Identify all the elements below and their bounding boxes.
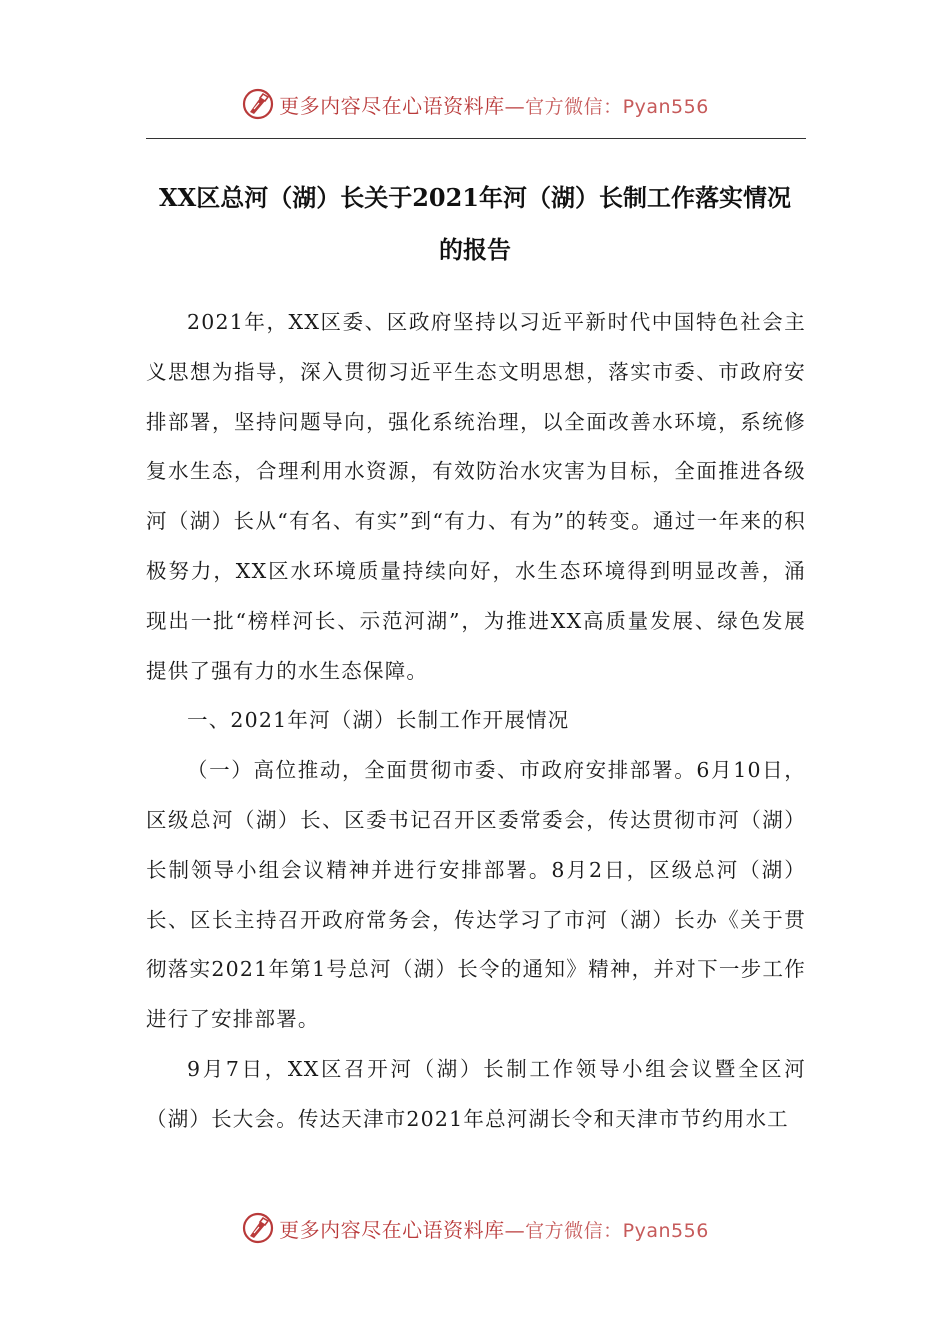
banner-text	[279, 1214, 709, 1243]
banner-dash: —	[504, 93, 526, 118]
paragraph-subsection-1: （一）高位推动，全面贯彻市委、市政府安排部署。6月10日，区级总河（湖）长、区委书记召开区委常委会，传达贯彻市河（湖）长制领导小组会议精神并进行安排部署。8月2日，区级总河（湖）长、区长主持召开政府常务会，传达学习了市河（湖）长办《关于贯彻落实2021年第1号总河（湖）长令的通知》精神，并对下一步工作进行了安排部署。	[146, 758, 806, 1032]
header-banner	[0, 82, 950, 126]
title-line-1: XX区总河（湖）长关于2021年河（湖）长制工作落实情况	[158, 183, 792, 212]
banner-wechat-text: 官方微信：Pyan556	[525, 1219, 709, 1242]
banner-dash: —	[504, 1217, 526, 1242]
banner-text	[279, 90, 709, 119]
footer-banner	[0, 1206, 950, 1250]
document-title	[130, 172, 820, 276]
header-divider	[146, 138, 806, 139]
banner-site-text: 更多内容尽在心语资料库	[279, 1217, 505, 1242]
paragraph-intro: 2021年，XX区委、区政府坚持以习近平新时代中国特色社会主义思想为指导，深入贯彻习近平生态文明思想，落实市委、市政府安排部署，坚持问题导向，强化系统治理，以全面改善水环境，系统修复水生态，合理利用水资源，有效防治水灾害为目标，全面推进各级河（湖）长从“有名、有实”到“有力、有为”的转变。通过一年来的积极努力，XX区水环境质量持续向好，水生态环境得到明显改善，涌现出一批“榜样河长、示范河湖”，为推进XX高质量发展、绿色发展提供了强有力的水生态保障。	[146, 310, 806, 683]
section-heading-1: 一、2021年河（湖）长制工作开展情况	[187, 708, 570, 733]
document-body	[146, 298, 806, 1145]
pen-nib-logo-icon	[241, 1211, 275, 1245]
title-line-2: 的报告	[439, 235, 511, 264]
paragraph-sept-meeting: 9月7日，XX区召开河（湖）长制工作领导小组会议暨全区河（湖）长大会。传达天津市2021年总河湖长令和天津市节约用水工	[146, 1056, 806, 1131]
banner-site-text: 更多内容尽在心语资料库	[279, 93, 505, 118]
pen-nib-logo-icon	[241, 87, 275, 121]
banner-wechat-text: 官方微信：Pyan556	[525, 95, 709, 118]
